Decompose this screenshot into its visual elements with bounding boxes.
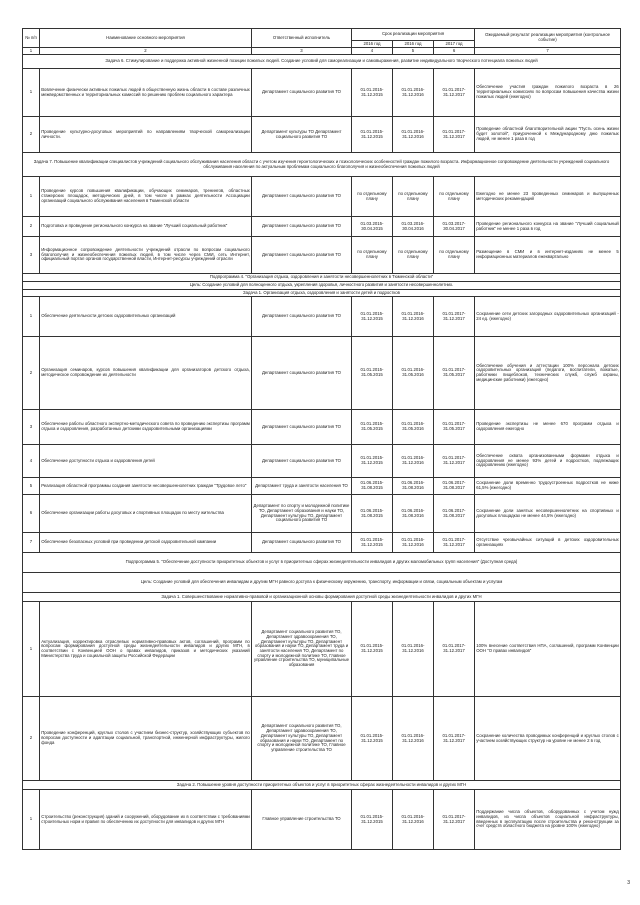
executor: Департамент культуры ТО Департамент социального развития ТО (252, 117, 352, 153)
period-2016: 01.01.2016-31.12.2016 (393, 69, 434, 117)
column-number: 1 (23, 48, 40, 55)
activity-name: Строительство (реконструкция) зданий и сооружений, оборудование их в соответствии с требованиями строительных норм и правил по обеспечению их доступности для инвалидов и других МГН (40, 790, 252, 850)
section-heading: Подпрограмма 4. "Организация отдыха, оздоровления и занятости несовершеннолетних в Тюменской области" (23, 274, 621, 282)
row-number: 3 (23, 237, 40, 274)
executor: Департамент социального развития ТО (252, 445, 352, 478)
activity-name: Обеспечение деятельности детских оздоровительных организаций (40, 297, 252, 337)
program-table (22, 28, 621, 850)
activity-name: Актуализация, корректировка отраслевых нормативно-правовых актов, соглашений, программ по вопросам формирования доступной среды жизнедеятельности инвалидов и других МГН, в соответствии с Конвенцией ООН о правах инвалидов, приказов и методических указаний Министерства труда и социальной защиты Российской Федерации (40, 602, 252, 697)
period-2017: 01.01.2017-31.05.2017 (434, 337, 475, 410)
executor: Департамент социального развития ТО, Департамент здравоохранения ТО, Департамент культуры ТО, Департамент образования и науки ТО, Департамент труда и занятости населения ТО, Департамент по спорту и молодежной политике ТО, Главное управление строительства ТО, муниципальные образования (252, 602, 352, 697)
column-numbers-row (23, 48, 621, 55)
period-2016: 01.01.2016-31.12.2016 (393, 697, 434, 781)
period-2016: 01.03.2016-30.04.2016 (393, 217, 434, 237)
column-number: 6 (434, 48, 475, 55)
activity-name: Проведение конференций, круглых столов с участием бизнес-структур, хозяйствующих субъектов по вопросам доступности и адаптации социальной, транспортной, инженерной инфраструктуры, жилого фонда (40, 697, 252, 781)
expected-result: Проведение экспертизы не менее 670 программ отдыха и оздоровления ежегодно (475, 410, 621, 445)
period-2016: 01.01.2016-31.05.2016 (393, 410, 434, 445)
activity-name: Обеспечение доступности отдыха и оздоровления детей (40, 445, 252, 478)
section-heading: Задача 6. Стимулирование и поддержка активной жизненной позиции пожилых людей. Создание условий для самореализации и самовыражения, развитие индивидуального творческого потенциала пожилых людей (23, 55, 621, 69)
table-row (23, 790, 621, 850)
executor: Департамент социального развития ТО (252, 237, 352, 274)
activity-name: Информационное сопровождение деятельности учреждений отрасли по вопросам социального благополучия и жизнеобеспечения пожилых людей, в том числе через СМИ, сеть Интернет, официальный портал органов государственной власти, Интернет-ресурсы учреждений отрасли (40, 237, 252, 274)
executor: Департамент социального развития ТО (252, 533, 352, 553)
period-2016: по отдельному плану (393, 237, 434, 274)
section-heading-row (23, 573, 621, 593)
expected-result: Обеспечение охвата организованными формами отдыха и оздоровления не менее 93% детей и подростков, подлежащих оздоровлению (ежегодно) (475, 445, 621, 478)
column-number: 7 (475, 48, 621, 55)
header-period: Срок реализации мероприятия (352, 29, 475, 41)
row-number: 4 (23, 445, 40, 478)
expected-result: Поддержание числа объектов, оборудованных с учетом нужд инвалидов, из числа объектов социальной инфраструктуры, введенных в эксплуатацию после строительства и реконструкции за счет средств областного бюджета на уровне 100% (ежегодно) (475, 790, 621, 850)
period-2017: 01.01.2017-31.12.2017 (434, 602, 475, 697)
activity-name: Подготовка и проведение регионального конкурса на звание "Лучший социальный работник" (40, 217, 252, 237)
period-2017: 01.01.2017-31.12.2017 (434, 445, 475, 478)
section-heading-row (23, 153, 621, 177)
row-number: 2 (23, 217, 40, 237)
executor: Департамент социального развития ТО (252, 217, 352, 237)
period-2015: 01.03.2015-30.04.2015 (352, 217, 393, 237)
period-2016: по отдельному плану (393, 177, 434, 217)
period-2017: 01.06.2017-31.08.2017 (434, 478, 475, 495)
table-row (23, 237, 621, 274)
table-row (23, 410, 621, 445)
row-number: 1 (23, 297, 40, 337)
column-number: 3 (252, 48, 352, 55)
header-year-1: 2016 год (352, 41, 393, 48)
activity-name: Реализация областной программы создания занятости несовершеннолетних граждан "Трудовое лето" (40, 478, 252, 495)
row-number: 7 (23, 533, 40, 553)
header-name: Наименование основного мероприятия (40, 29, 252, 48)
section-heading-row (23, 290, 621, 297)
activity-name: Вовлечение физически активных пожилых людей в общественную жизнь области в составе различных межведомственных и территориальных комиссий по решению проблем социального характера (40, 69, 252, 117)
section-heading: Задача 2. Повышение уровня доступности приоритетных объектов и услуг в приоритетных сферах жизнедеятельности инвалидов и других МГН (23, 781, 621, 790)
expected-result: Обеспечение обучения и аттестации 100% персонала детских оздоровительных организаций (педагоги, воспитатели, вожатые, работники пищеблоков, технических служб, служб охраны, медицинские работники) (ежегодно) (475, 337, 621, 410)
activity-name: Обеспечение безопасных условий при проведении детской оздоровительной кампании (40, 533, 252, 553)
executor: Департамент по спорту и молодежной политике ТО, Департамент образования и науки ТО, Департамент культуры ТО, Департамент социального развития ТО (252, 495, 352, 533)
header-executor: Ответственный исполнитель (252, 29, 352, 48)
period-2015: 01.01.2015-31.12.2015 (352, 117, 393, 153)
table-row (23, 69, 621, 117)
row-number: 2 (23, 697, 40, 781)
expected-result: Сохранение количества проводимых конференций и круглых столов с участием хозяйствующих структур на уровне не менее 2 в год (475, 697, 621, 781)
row-number: 1 (23, 69, 40, 117)
table-row (23, 117, 621, 153)
section-heading-row (23, 593, 621, 602)
activity-name: Организация семинаров, курсов повышения квалификации для организаторов детского отдыха, методическое сопровождение их деятельности (40, 337, 252, 410)
expected-result: Сохранение доли временно трудоустроенных подростков не ниже 61,5% (ежегодно) (475, 478, 621, 495)
period-2017: 01.01.2017-31.12.2017 (434, 790, 475, 850)
section-heading: Задача 1. Организация отдыха, оздоровления и занятости детей и подростков (23, 290, 621, 297)
expected-result: Проведение регионального конкурса на звание "Лучший социальный работник" не менее 1 раза в год (475, 217, 621, 237)
period-2015: 01.01.2015-31.12.2015 (352, 69, 393, 117)
section-heading-row (23, 553, 621, 573)
table-row (23, 445, 621, 478)
period-2015: 01.06.2015-31.08.2015 (352, 478, 393, 495)
period-2015: 01.01.2015-31.12.2015 (352, 602, 393, 697)
section-heading: Подпрограмма 5. "Обеспечение доступности приоритетных объектов и услуг в приоритетных сферах жизнедеятельности инвалидов и других маломобильных групп населения" (Доступная среда) (23, 553, 621, 573)
period-2017: по отдельному плану (434, 237, 475, 274)
section-heading-row (23, 781, 621, 790)
header-year-3: 2017 год (434, 41, 475, 48)
expected-result: 100% внесение соответствия НПА, соглашений, программ Конвенции ООН "О правах инвалидов" (475, 602, 621, 697)
period-2015: 01.01.2015-31.05.2015 (352, 410, 393, 445)
executor: Главное управление строительства ТО (252, 790, 352, 850)
expected-result: Ежегодно не менее 23 проведенных семинаров и выпущенных методических рекомендаций (475, 177, 621, 217)
period-2016: 01.01.2016-31.12.2016 (393, 297, 434, 337)
period-2016: 01.01.2016-31.12.2016 (393, 602, 434, 697)
row-number: 1 (23, 790, 40, 850)
period-2017: 01.01.2017-31.12.2017 (434, 297, 475, 337)
executor: Департамент социального развития ТО (252, 410, 352, 445)
row-number: 3 (23, 410, 40, 445)
row-number: 6 (23, 495, 40, 533)
expected-result: Сохранение доли занятых несовершеннолетних на спортивных и досуговых площадках не менее 44,5% (ежегодно) (475, 495, 621, 533)
table-row (23, 297, 621, 337)
executor: Департамент труда и занятости населения ТО (252, 478, 352, 495)
table-row (23, 602, 621, 697)
period-2016: 01.01.2016-31.05.2016 (393, 337, 434, 410)
period-2017: 01.01.2017-31.12.2017 (434, 533, 475, 553)
section-heading: Цель: Создание условий для полноценного отдыха, укрепления здоровья, личностного развития и занятости несовершеннолетних. (23, 282, 621, 290)
executor: Департамент социального развития ТО (252, 69, 352, 117)
section-heading: Задача 7. Повышение квалификации специалистов учреждений социального обслуживания населения области с учетом изучения геронтологических и психологических особенностей граждан пожилого возраста. Информационное сопровождение деятельности учреждений социального обслуживания населения по актуальным проблемам социального благополучия и жизнеобеспечения пожилых людей (23, 153, 621, 177)
period-2015: 01.06.2015-31.08.2015 (352, 495, 393, 533)
activity-name: Проведение курсов повышения квалификации, обучающих семинаров, тренингов, областных стажерских площадок, методических дней, в том числе в рамках деятельности Ассоциации организаций социального обслуживания населения в Тюменской области (40, 177, 252, 217)
expected-result: Проведение областной благотворительной акции "Пусть осень жизни будет золотой", приуроченной к Международному дню пожилых людей, не менее 1 раза в год (475, 117, 621, 153)
period-2016: 01.01.2016-31.12.2016 (393, 790, 434, 850)
period-2015: по отдельному плану (352, 177, 393, 217)
section-heading-row (23, 55, 621, 69)
column-number: 5 (393, 48, 434, 55)
row-number: 1 (23, 602, 40, 697)
section-heading-row (23, 282, 621, 290)
period-2017: 01.01.2017-31.12.2017 (434, 69, 475, 117)
activity-name: Обеспечение организации работы досуговых и спортивных площадок по месту жительства (40, 495, 252, 533)
header-num: № п/п (23, 29, 40, 48)
period-2015: 01.01.2015-31.12.2015 (352, 697, 393, 781)
page-number: 3 (627, 880, 630, 886)
table-row (23, 697, 621, 781)
executor: Департамент социального развития ТО (252, 177, 352, 217)
period-2015: 01.01.2015-31.12.2015 (352, 297, 393, 337)
section-heading-row (23, 274, 621, 282)
header-result: Ожидаемый результат реализации мероприятия (контрольное событие) (475, 29, 621, 48)
expected-result: Сохранение сети детских загородных оздоровительных организаций - 24 ед. (ежегодно) (475, 297, 621, 337)
period-2017: 01.01.2017-31.05.2017 (434, 410, 475, 445)
table-row (23, 478, 621, 495)
header-year-2: 2016 год (393, 41, 434, 48)
executor: Департамент социального развития ТО (252, 337, 352, 410)
row-number: 1 (23, 177, 40, 217)
period-2016: 01.06.2016-31.08.2016 (393, 478, 434, 495)
column-number: 4 (352, 48, 393, 55)
period-2015: 01.01.2015-31.12.2015 (352, 533, 393, 553)
period-2016: 01.06.2016-31.08.2016 (393, 495, 434, 533)
table-row (23, 337, 621, 410)
period-2015: 01.01.2015-31.05.2015 (352, 337, 393, 410)
period-2015: 01.01.2015-31.12.2015 (352, 445, 393, 478)
expected-result: Отсутствие чрезвычайных ситуаций в детских оздоровительных организациях (475, 533, 621, 553)
executor: Департамент социального развития ТО (252, 297, 352, 337)
row-number: 5 (23, 478, 40, 495)
period-2017: по отдельному плану (434, 177, 475, 217)
table-row (23, 217, 621, 237)
period-2015: 01.01.2015-31.12.2015 (352, 790, 393, 850)
executor: Департамент социального развития ТО, Департамент здравоохранения ТО, Департамент культуры ТО, Департамент образования и науки ТО, Департамент по спорту и молодежной политике ТО, Главное управление строительства ТО (252, 697, 352, 781)
row-number: 2 (23, 337, 40, 410)
table-row (23, 533, 621, 553)
activity-name: Обеспечение работы областного экспертно-методического совета по проведению экспертизы программ отдыха и оздоровления, разработанных детскими оздоровительными организациями (40, 410, 252, 445)
period-2016: 01.01.2016-31.12.2016 (393, 445, 434, 478)
period-2017: 01.01.2017-31.12.2017 (434, 117, 475, 153)
period-2016: 01.01.2016-31.12.2016 (393, 117, 434, 153)
period-2017: 01.01.2017-31.12.2017 (434, 697, 475, 781)
column-number: 2 (40, 48, 252, 55)
period-2017: 01.06.2017-31.08.2017 (434, 495, 475, 533)
section-heading: Задача 1. Совершенствование нормативно-правовой и организационной основы формирования доступной среды жизнедеятельности инвалидов и других МГН (23, 593, 621, 602)
expected-result: Размещение в СМИ и в интернет-изданиях не менее 5 информационных материалов ежеквартально (475, 237, 621, 274)
expected-result: Обеспечение участия граждан пожилого возраста в 26 территориальных комиссиях по вопросам повышения качества жизни пожилых людей (ежегодно) (475, 69, 621, 117)
period-2016: 01.01.2016-31.12.2016 (393, 533, 434, 553)
period-2015: по отдельному плану (352, 237, 393, 274)
activity-name: Проведение культурно-досуговых мероприятий по направлениям творческой самореализации личности. (40, 117, 252, 153)
period-2017: 01.03.2017-30.04.2017 (434, 217, 475, 237)
table-row (23, 495, 621, 533)
row-number: 2 (23, 117, 40, 153)
section-heading: Цель: Создание условий для обеспечения инвалидам и другим МГН равного доступа к физическому окружению, транспорту, информации и связи, социальным объектам и услугам (23, 573, 621, 593)
table-row (23, 177, 621, 217)
